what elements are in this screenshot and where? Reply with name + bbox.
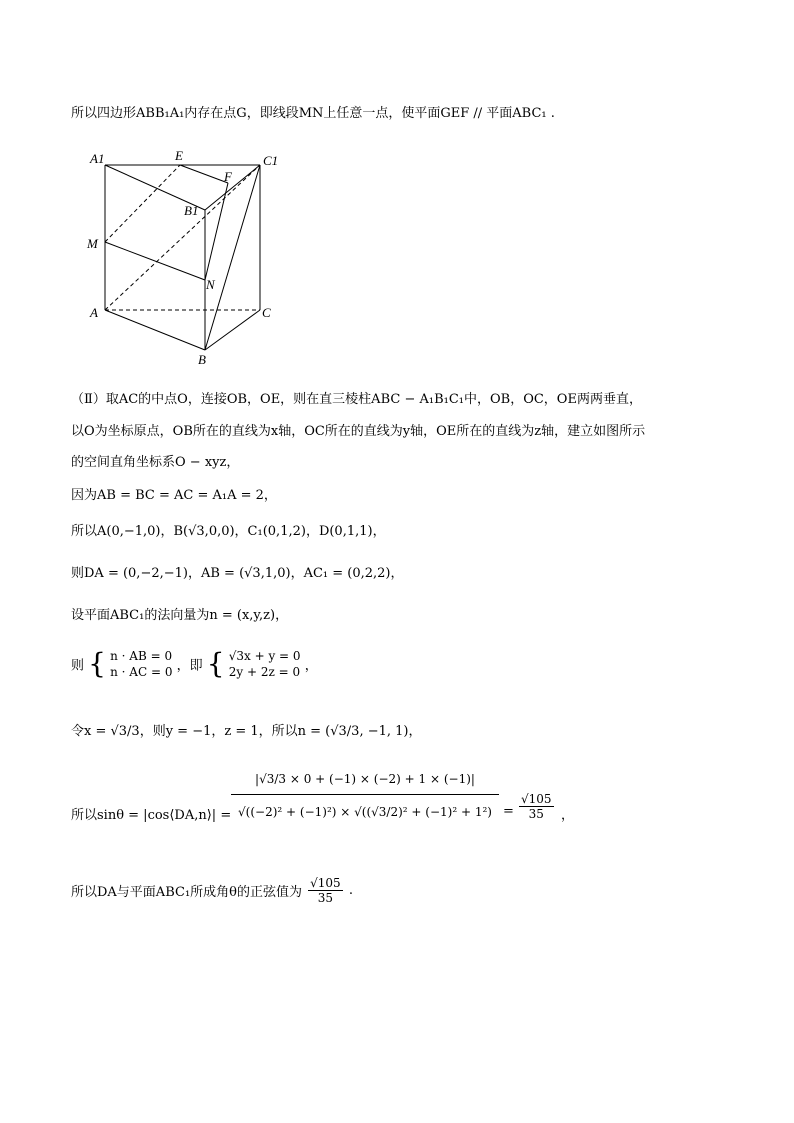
text-line-4: 的空间直角坐标系O − xyz， [71,455,240,470]
label-n: N [206,277,215,292]
prism-figure [80,145,300,365]
edge-b1c1 [205,165,260,210]
final-num: √105 [310,876,341,890]
label-a: A [90,305,98,320]
sin-lhs: 所以sinθ = |cos⟨DA,n⟩| = [71,808,232,823]
edge-mn [105,242,205,280]
eq-1: √3x + y = 0 [228,649,301,663]
eq-n-ab: n · AB = 0 [110,649,173,663]
text-line-6: 所以A(0,−1,0)，B(√3,0,0)，C₁(0,1,2)，D(0,1,1)， [71,524,386,539]
label-a1: A1 [90,151,105,166]
label-b1: B1 [184,203,199,218]
label-f: F [224,169,232,184]
equation-system: 则 { n · AB = 0 n · AC = 0 ，即 { √3x + y = 0 2y + 2z = 0 ， [71,647,318,680]
label-m: M [87,236,98,251]
text-line-5: 因为AB = BC = AC = A₁A = 2， [71,488,277,503]
result-den: 35 [528,807,544,821]
edge-ef [180,165,228,183]
edge-ab [105,310,205,350]
text-line-7: 则DA = (0,−2,−1)，AB = (√3,1,0)，AC₁ = (0,2,2)， [71,566,404,581]
text-line-3: 以O为坐标原点，OB所在的直线为x轴，OC所在的直线为y轴，OE所在的直线为z轴，建立如图所示 [71,424,646,439]
label-e: E [175,148,183,163]
text-line-10: 令x = √3/3，则y = −1，z = 1，所以n = (√3/3, −1, 1)， [71,724,422,739]
edge-me-dashed [105,165,180,242]
result-num: √105 [521,792,552,806]
eq-n-ac: n · AC = 0 [110,665,173,679]
sin-denominator: √((−2)² + (−1)²) × √((√3/2)² + (−1)² + 1²) [238,805,492,819]
final-den: 35 [317,891,334,905]
text-line-12: 所以DA与平面ABC₁所成角θ的正弦值为 $\frac{√105}{35}$ . [71,876,353,905]
edge-bc [205,310,260,350]
edge-ac1-dashed [105,165,260,310]
text-line-1: 所以四边形ABB₁A₁内存在点G，即线段MN上任意一点，使平面GEF // 平面ABC₁ . [71,106,555,121]
label-b: B [198,352,206,365]
edge-c1b [205,165,260,350]
text-line-8: 设平面ABC₁的法向量为n = (x,y,z)， [71,608,289,623]
label-c: C [262,305,271,320]
eq-2: 2y + 2z = 0 [228,665,301,679]
text-line-2: （Ⅱ）取AC的中点O，连接OB，OE，则在直三棱柱ABC − A₁B₁C₁中，OB，OC，OE两两垂直， [71,392,642,407]
sin-numerator: |√3/3 × 0 + (−1) × (−2) + 1 × (−1)| [231,772,499,795]
label-c1: C1 [263,153,279,168]
